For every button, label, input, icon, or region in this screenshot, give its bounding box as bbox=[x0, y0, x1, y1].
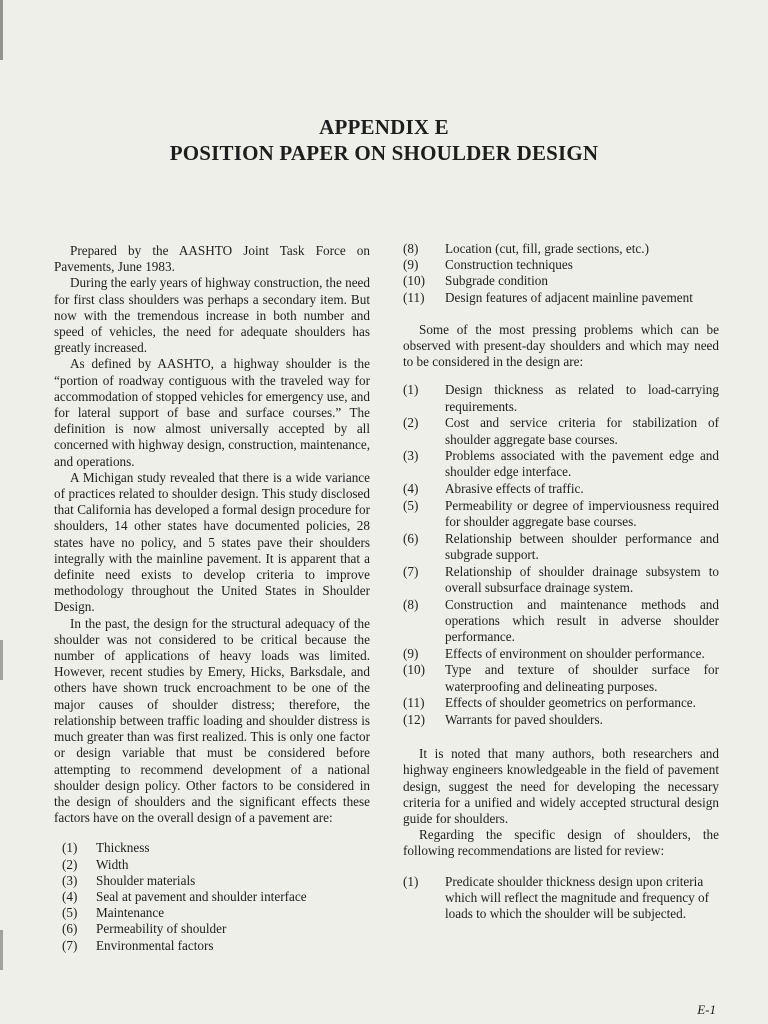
list-text: Environmental factors bbox=[96, 937, 214, 953]
factors-list-continued bbox=[403, 241, 719, 306]
list-number: (8) bbox=[403, 596, 419, 612]
list-text: Type and texture of shoulder surface for waterproofing and delineating purposes. bbox=[445, 662, 719, 694]
paragraph: Prepared by the AASHTO Joint Task Force on Pavements, June 1983. bbox=[54, 243, 370, 275]
list-item bbox=[403, 382, 719, 414]
page-number: E-1 bbox=[697, 1002, 716, 1017]
left-column bbox=[54, 243, 370, 954]
list-item bbox=[403, 646, 719, 662]
list-number: (10) bbox=[403, 273, 425, 289]
list-number: (8) bbox=[403, 241, 419, 256]
list-text: Cost and service criteria for stabilization of shoulder aggregate base courses. bbox=[445, 415, 719, 447]
list-item bbox=[403, 448, 719, 480]
paragraph: It is noted that many authors, both researchers and highway engineers knowledgeable in the field of pavement design, suggest the need for developing the necessary criteria for a unified and widely accepted structural design guide for shoulders. bbox=[403, 746, 719, 826]
list-number: (5) bbox=[403, 497, 419, 513]
list-text: Maintenance bbox=[96, 905, 165, 921]
paragraph: A Michigan study revealed that there is a wide variance of practices related to shoulder design. This study disclosed that California has developed a formal design procedure for shoulders, 14 other states have documented policies, 28 states have no policy, and 5 states pave their shoulders integrally with the mainline pavement. It is apparent that a definite need exists to develop criteria to improve methodology throughout the United States in Shoulder Design. bbox=[54, 469, 370, 615]
list-item bbox=[403, 415, 719, 447]
list-number: (4) bbox=[62, 888, 78, 904]
list-number: (5) bbox=[62, 905, 78, 921]
list-text: Warrants for paved shoulders. bbox=[445, 711, 603, 727]
list-number: (4) bbox=[403, 481, 419, 497]
list-number: (2) bbox=[62, 856, 78, 872]
list-item bbox=[403, 874, 719, 923]
title-line-1: APPENDIX E bbox=[319, 115, 449, 139]
list-item bbox=[403, 662, 719, 694]
list-item bbox=[403, 241, 719, 257]
list-item bbox=[403, 597, 719, 646]
list-text: Effects of shoulder geometrics on performance. bbox=[445, 695, 696, 711]
list-item bbox=[54, 857, 370, 873]
list-text: Problems associated with the pavement edge and shoulder edge interface. bbox=[445, 448, 719, 480]
factors-list bbox=[54, 840, 370, 953]
list-number: (10) bbox=[403, 662, 425, 678]
list-text: Seal at pavement and shoulder interface bbox=[96, 888, 307, 904]
title-line-2: POSITION PAPER ON SHOULDER DESIGN bbox=[169, 141, 599, 165]
list-number: (6) bbox=[403, 530, 419, 546]
list-number: (3) bbox=[62, 872, 78, 888]
list-number: (1) bbox=[403, 382, 419, 398]
list-item bbox=[403, 712, 719, 728]
list-item bbox=[54, 889, 370, 905]
list-item bbox=[403, 481, 719, 497]
list-item bbox=[54, 840, 370, 856]
list-text: Effects of environment on shoulder performance. bbox=[445, 645, 705, 661]
list-number: (11) bbox=[403, 695, 425, 711]
right-column bbox=[403, 241, 719, 922]
paragraph: Regarding the specific design of shoulders, the following recommendations are listed for review: bbox=[403, 827, 719, 859]
list-text: Location (cut, fill, grade sections, etc.) bbox=[445, 241, 649, 256]
list-item bbox=[54, 938, 370, 954]
list-number: (1) bbox=[62, 840, 78, 856]
page-title bbox=[0, 114, 768, 166]
list-item bbox=[403, 273, 719, 289]
list-item bbox=[403, 531, 719, 563]
list-item bbox=[54, 921, 370, 937]
list-item bbox=[403, 290, 719, 306]
list-number: (7) bbox=[62, 937, 78, 953]
list-text: Subgrade condition bbox=[445, 273, 548, 289]
list-number: (11) bbox=[403, 289, 425, 305]
paragraph: During the early years of highway construction, the need for first class shoulders was perhaps a secondary item. But now with the tremendous increase in both number and speed of vehicles, the need for adequate shoulders has greatly increased. bbox=[54, 275, 370, 356]
scan-edge-mark bbox=[0, 640, 3, 680]
paragraph: As defined by AASHTO, a highway shoulder is the “portion of roadway contiguous with the traveled way for accommodation of stopped vehicles for emergency use, and for lateral support of base and surface courses.” The definition is now almost universally accepted by all concerned with highway design, construction, maintenance, and operations. bbox=[54, 356, 370, 469]
list-number: (1) bbox=[403, 873, 419, 889]
list-item bbox=[54, 873, 370, 889]
list-item bbox=[403, 498, 719, 530]
list-number: (6) bbox=[62, 921, 78, 937]
scan-edge-mark bbox=[0, 930, 3, 970]
list-item bbox=[54, 905, 370, 921]
list-text: Permeability or degree of imperviousness required for shoulder aggregate base courses. bbox=[445, 497, 719, 530]
list-number: (2) bbox=[403, 415, 419, 431]
list-number: (9) bbox=[403, 645, 419, 661]
problems-list bbox=[403, 382, 719, 728]
list-number: (9) bbox=[403, 257, 419, 273]
list-item bbox=[403, 695, 719, 711]
list-text: Predicate shoulder thickness design upon criteria which will reflect the magnitude and frequency of loads to which the shoulder will be subjected. bbox=[445, 873, 710, 922]
list-text: Permeability of shoulder bbox=[96, 921, 227, 937]
list-text: Relationship between shoulder performance and subgrade support. bbox=[445, 530, 719, 562]
list-number: (7) bbox=[403, 563, 419, 579]
list-number: (3) bbox=[403, 448, 419, 464]
list-text: Width bbox=[96, 856, 129, 872]
list-text: Shoulder materials bbox=[96, 872, 196, 888]
paragraph: Some of the most pressing problems which can be observed with present-day shoulders and which may need to be considered in the design are: bbox=[403, 321, 719, 370]
list-text: Construction techniques bbox=[445, 257, 573, 273]
list-text: Design thickness as related to load-carrying requirements. bbox=[445, 382, 719, 414]
list-item bbox=[403, 564, 719, 596]
list-text: Abrasive effects of traffic. bbox=[445, 481, 584, 497]
list-text: Design features of adjacent mainline pavement bbox=[445, 289, 693, 305]
list-item bbox=[403, 257, 719, 273]
list-number: (12) bbox=[403, 711, 425, 727]
scan-edge-mark bbox=[0, 0, 3, 60]
paragraph: In the past, the design for the structural adequacy of the shoulder was not considered to be critical because the number of applications of heavy loads was limited. However, recent studies by Emery, Hicks, Barksdale, and others have shown truck encroachment to be one of the major causes of shoulder distress; therefore, the relationship between traffic loading and shoulder distress is much greater than was first realized. This is only one factor or design variable that must be considered before attempting to recommend development of a national shoulder design policy. Other factors to be considered in the design of shoulders and the significant effects these factors have on the overall design of a pavement are: bbox=[54, 615, 370, 826]
list-text: Construction and maintenance methods and operations which result in adverse shoulder performance. bbox=[445, 596, 719, 644]
list-text: Relationship of shoulder drainage subsystem to overall subsurface drainage system. bbox=[445, 563, 719, 595]
list-text: Thickness bbox=[96, 840, 150, 856]
recommendations-list bbox=[403, 874, 719, 923]
